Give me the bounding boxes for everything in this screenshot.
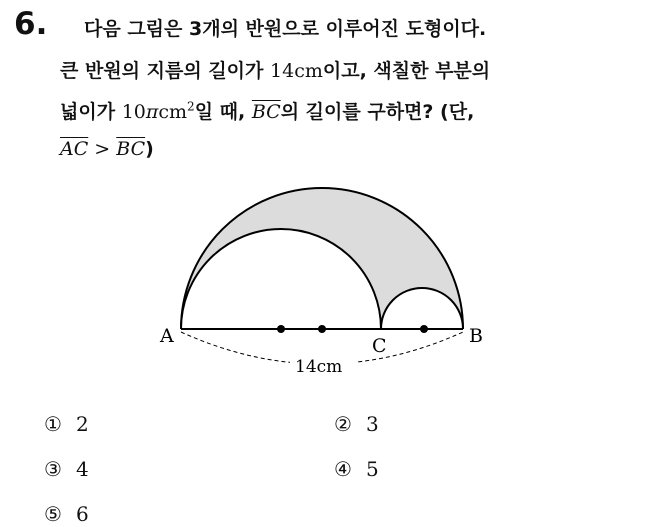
diameter-unit: cm xyxy=(294,60,323,82)
segment-bc-2: $\overline{BC}$ xyxy=(116,138,146,160)
choice-4-value: 5 xyxy=(366,457,379,481)
choice-1-mark: ① xyxy=(44,412,62,436)
question-text-2b: 이고, 색칠한 부분의 xyxy=(322,60,491,82)
choice-3-value: 4 xyxy=(76,457,89,481)
question-number: 6. xyxy=(14,6,48,42)
point-b-label: B xyxy=(469,325,483,347)
closing-paren: ) xyxy=(145,138,154,160)
choice-3-mark: ③ xyxy=(44,457,62,481)
pi-symbol: π xyxy=(145,101,159,123)
choice-4-mark: ④ xyxy=(334,457,352,481)
question-text-2a: 큰 반원의 지름의 길이가 xyxy=(60,60,270,82)
point-c-label: C xyxy=(372,335,387,357)
choice-5[interactable] xyxy=(44,502,89,526)
choice-4[interactable] xyxy=(334,457,379,481)
center-dot-medium xyxy=(318,325,326,333)
choice-1[interactable] xyxy=(44,412,89,436)
choice-5-mark: ⑤ xyxy=(44,502,62,526)
choice-2[interactable] xyxy=(334,412,379,436)
point-a-label: A xyxy=(160,325,174,347)
center-dot-small xyxy=(420,325,428,333)
question-text-3c: 의 길이를 구하면? (단, xyxy=(280,101,475,123)
area-exponent: 2 xyxy=(187,99,195,114)
dimension-label: 14cm xyxy=(295,357,343,377)
greater-than: > xyxy=(88,138,117,160)
choice-2-value: 3 xyxy=(366,412,379,436)
segment-bc: $\overline{BC}$ xyxy=(251,101,281,123)
segment-ac: $\overline{AC}$ xyxy=(60,138,89,160)
center-dot-large xyxy=(277,325,285,333)
question-text-3a: 넓이가 xyxy=(60,101,122,123)
choice-1-value: 2 xyxy=(76,412,89,436)
area-unit: cm xyxy=(158,101,188,123)
choice-2-mark: ② xyxy=(334,412,352,436)
question-text-3b: 일 때, xyxy=(194,101,252,123)
choice-3[interactable] xyxy=(44,457,89,481)
question-text-1: 다음 그림은 3개의 반원으로 이루어진 도형이다. xyxy=(84,18,487,40)
choice-5-value: 6 xyxy=(76,502,89,526)
diameter-value: 14 xyxy=(270,60,295,82)
area-value: 10 xyxy=(121,101,146,123)
